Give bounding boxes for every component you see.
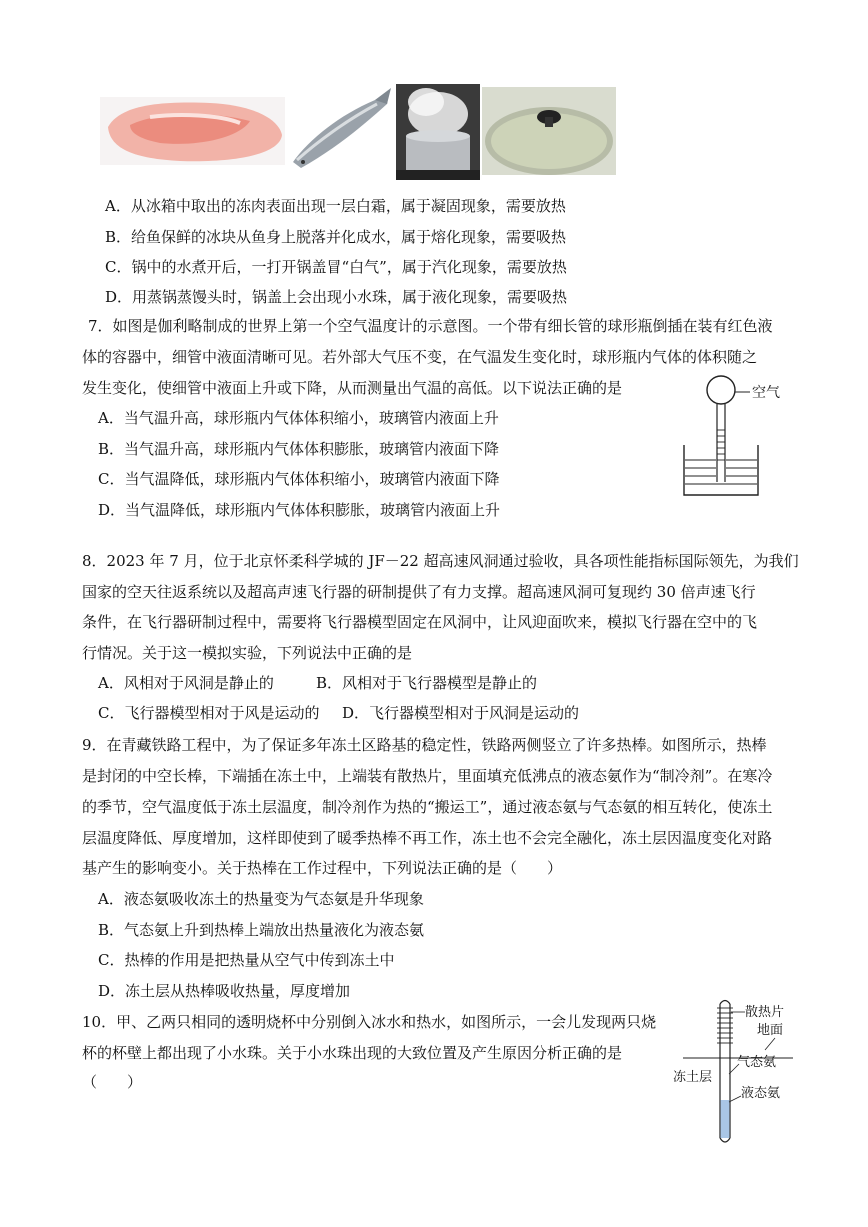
steamer-lid-photo xyxy=(482,87,616,175)
option-a-line: A．从冰箱中取出的冻肉表面出现一层白霜，属于凝固现象，需要放热 xyxy=(105,197,566,215)
q9-option-b: B．气态氨上升到热棒上端放出热量液化为液态氨 xyxy=(98,921,425,939)
q9-line-1: 9．在青藏铁路工程中，为了保证多年冻土区路基的稳定性，铁路两侧竖立了许多热棒。如图所示，热棒 xyxy=(82,736,767,754)
q8-line-1: 8．2023 年 7 月，位于北京怀柔科学城的 JF－22 超高速风洞通过验收，具各项性能指标国际领先，为我们 xyxy=(82,552,799,570)
q10-line-1: 10．甲、乙两只相同的透明烧杯中分别倒入冰水和热水，如图所示，一会儿发现两只烧 xyxy=(82,1013,657,1031)
gas-ammonia-label: 气态氨 xyxy=(737,1055,777,1070)
q8-option-c: C．飞行器模型相对于风是运动的 xyxy=(98,704,320,722)
q8-option-b: B．风相对于飞行器模型是静止的 xyxy=(316,674,538,692)
q9-line-2: 是封闭的中空长棒，下端插在冻土中，上端装有散热片，里面填充低沸点的液态氨作为“制冷剂”。在寒冷 xyxy=(82,767,773,785)
q8-option-a: A．风相对于风洞是静止的 xyxy=(98,674,274,692)
option-b-line: B．给鱼保鲜的冰块从鱼身上脱落并化成水，属于熔化现象，需要吸热 xyxy=(105,228,567,246)
q7-option-d: D．当气温降低，球形瓶内气体体积膨胀，玻璃管内液面上升 xyxy=(98,501,501,519)
q7-option-b: B．当气温升高，球形瓶内气体体积膨胀，玻璃管内液面下降 xyxy=(98,440,500,458)
ground-label: 地面 xyxy=(757,1023,784,1038)
q9-option-d: D．冻土层从热棒吸收热量，厚度增加 xyxy=(98,982,351,1000)
q7-option-c: C．当气温降低，球形瓶内气体体积缩小，玻璃管内液面下降 xyxy=(98,470,500,488)
q7-line-2: 体的容器中，细管中液面清晰可见。若外部大气压不变，在气温发生变化时，球形瓶内气体的体积随之 xyxy=(82,348,758,366)
air-label: 空气 xyxy=(752,385,780,401)
q8-line-4: 行情况。关于这一模拟实验，下列说法中正确的是 xyxy=(82,644,413,662)
boiling-pot-photo xyxy=(396,84,480,180)
fins-label: 散热片 xyxy=(745,1005,785,1020)
q7-line-1: 7．如图是伽利略制成的世界上第一个空气温度计的示意图。一个带有细长管的球形瓶倒插在装有红色液 xyxy=(88,317,773,335)
liquid-ammonia-label: 液态氨 xyxy=(741,1086,781,1101)
q9-line-3: 的季节，空气温度低于冻土层温度，制冷剂作为热的“搬运工”，通过液态氨与气态氨的相互转化，使冻土 xyxy=(82,798,773,816)
option-d-line: D．用蒸锅蒸馒头时，锅盖上会出现小水珠，属于液化现象，需要吸热 xyxy=(105,288,568,306)
frozen-meat-photo xyxy=(100,97,285,165)
q9-line-5: 基产生的影响变小。关于热棒在工作过程中，下列说法正确的是（ ） xyxy=(82,859,563,877)
q9-option-c: C．热棒的作用是把热量从空气中传到冻土中 xyxy=(98,951,395,969)
q10-line-2: 杯的杯壁上都出现了小水珠。关于小水珠出现的大致位置及产生原因分析正确的是 xyxy=(82,1044,623,1062)
q7-option-a: A．当气温升高，球形瓶内气体体积缩小，玻璃管内液面上升 xyxy=(98,409,499,427)
q7-line-3: 发生变化，使细管中液面上升或下降，从而测量出气温的高低。以下说法正确的是 xyxy=(82,379,623,397)
option-c-line: C．锅中的水煮开后，一打开锅盖冒“白气”，属于汽化现象，需要放热 xyxy=(105,258,567,276)
q8-line-2: 国家的空天往返系统以及超高声速飞行器的研制提供了有力支撑。超高速风洞可复现约 30 倍声速飞行 xyxy=(82,583,756,601)
air-thermometer-diagram xyxy=(676,370,796,500)
frozen-soil-label: 冻土层 xyxy=(673,1070,713,1085)
fish-photo xyxy=(287,82,393,177)
q8-option-d: D．飞行器模型相对于风洞是运动的 xyxy=(342,704,580,722)
q8-line-3: 条件，在飞行器研制过程中，需要将飞行器模型固定在风洞中，让风迎面吹来，模拟飞行器在空中的飞 xyxy=(82,613,758,631)
heat-pipe-diagram xyxy=(665,998,805,1146)
q9-option-a: A．液态氨吸收冻土的热量变为气态氨是升华现象 xyxy=(98,890,424,908)
q9-line-4: 层温度降低、厚度增加，这样即使到了暖季热棒不再工作，冻土也不会完全融化，冻土层因温度变化对路 xyxy=(82,829,773,847)
q10-bracket: （ ） xyxy=(82,1073,143,1091)
